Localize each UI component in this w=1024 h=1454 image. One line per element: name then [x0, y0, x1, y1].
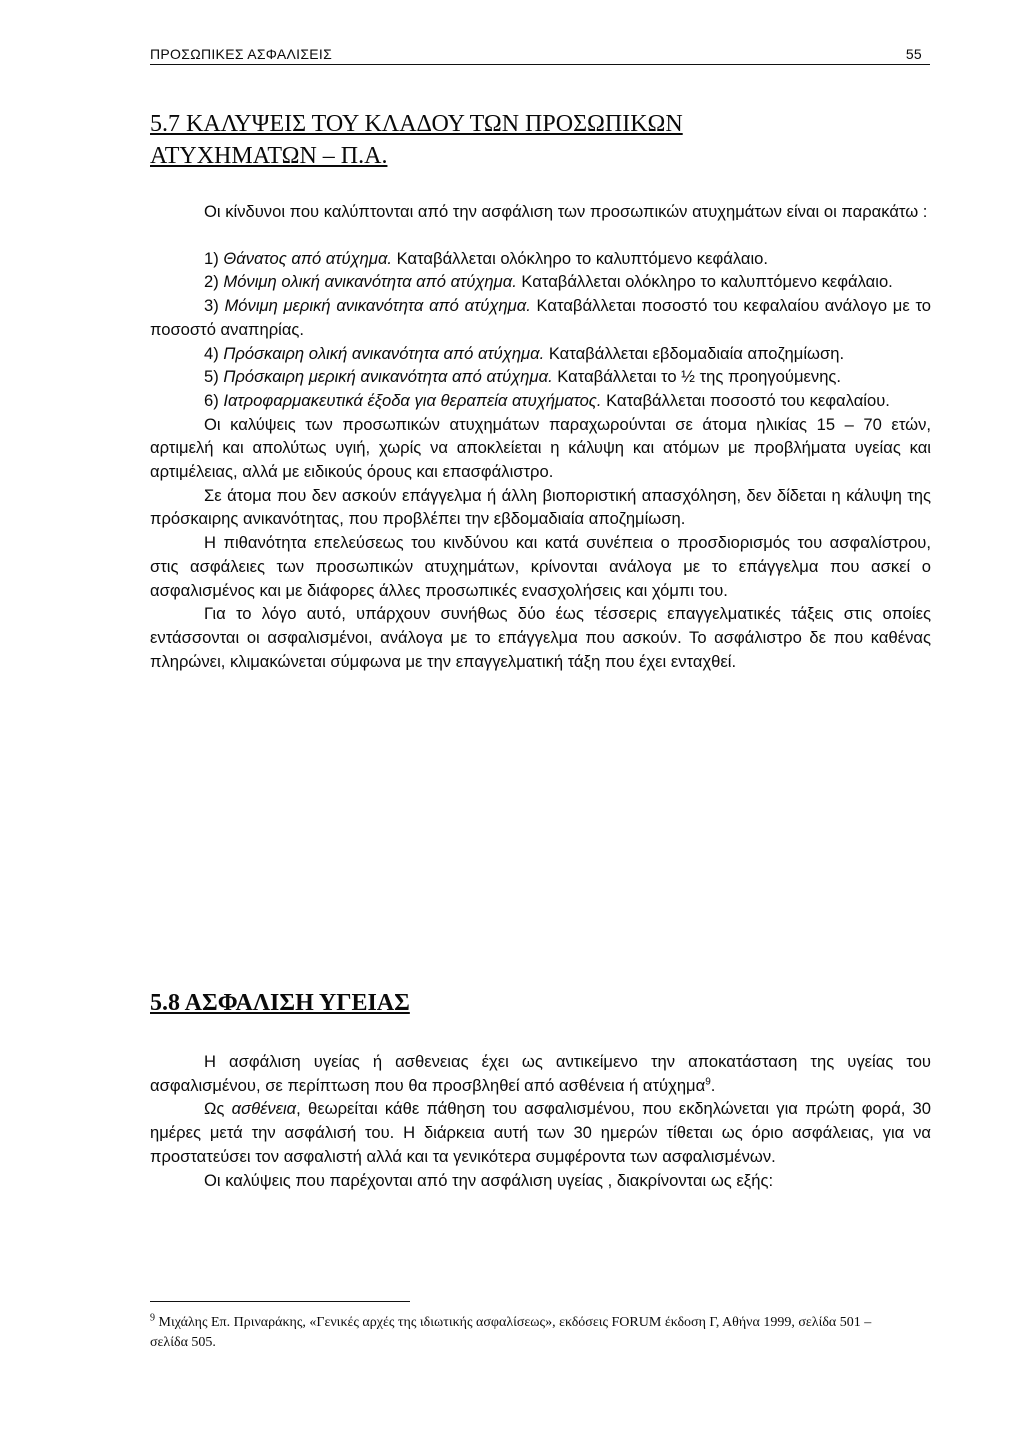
running-header: [150, 46, 930, 65]
running-header-title: ΠΡΟΣΩΠΙΚΕΣ ΑΣΦΑΛΙΣΕΙΣ: [150, 46, 333, 62]
paragraph: Η πιθανότητα επελεύσεως του κινδύνου και κατά συνέπεια ο προσδιορισμός του ασφαλίστρου, στις ασφάλειες των προσωπικών ατυχημάτων, κρίνονται ανάλογα με το επάγγελμα που ασκεί ο ασφαλισμένος και με διάφορες άλλες προσωπικές ενασχολήσεις και χόμπι του.: [150, 533, 931, 600]
footnote-text: Μιχάλης Επ. Πριναράκης, «Γενικές αρχές της ιδιωτικής ασφαλίσεως», εκδόσεις FORUM έκδοση Γ, Αθήνα 1999, σελίδα 501 – σελίδα 505.: [150, 1315, 872, 1350]
section-heading-5-7: [150, 108, 940, 172]
paragraph: Οι καλύψεις των προσωπικών ατυχημάτων παραχωρούνται σε άτομα ηλικίας 15 – 70 ετών, αρτιμελή και απολύτως υγιή, χωρίς να αποκλείεται η κάλυψη και ατόμων με προβλήματα υγείας και αρτιμέλειας, αλλά με ειδικούς όρους και επασφάλιστρο.: [150, 414, 931, 482]
section-5-8-body: [150, 1050, 931, 1192]
paragraph: Σε άτομα που δεν ασκούν επάγγελμα ή άλλη βιοποριστική απασχόληση, δεν δίδεται η κάλυψη της πρόσκαιρης ανικανότητας, που προβλέπει την εβδομαδιαία αποζημίωση.: [150, 485, 931, 529]
footnote-mark: 9: [150, 1312, 155, 1324]
paragraph: Η ασφάλιση υγείας ή ασθενειας έχει ως αντικείμενο την αποκατάσταση της υγείας του ασφαλισμένου, σε περίπτωση που θα προσβληθεί από ασθένεια ή ατύχημα$^9$.: [150, 1052, 931, 1095]
footnote-divider: [150, 1301, 410, 1302]
section-heading-5-8: 5.8 ΑΣΦΑΛΙΣΗ ΥΓΕΙΑΣ: [150, 990, 410, 1016]
paragraph: Ως ασθένεια, θεωρείται κάθε πάθηση του ασφαλισμένου, που εκδηλώνεται για πρώτη φορά, 30 ημέρες μετά την ασφάλισή του. Η διάρκεια αυτή των 30 ημερών τίθεται ως όριο ασφάλειας, για να προστατεύσει τον ασφαλιστή αλλά και τα γενικότερα συμφέροντα των ασφαλισμένων.: [150, 1099, 932, 1166]
page-number: 55: [905, 46, 922, 62]
footnote: [150, 1313, 910, 1353]
section-5-7-body: [150, 200, 931, 673]
list-item: 1) Θάνατος από ατύχημα. Καταβάλλεται ολόκληρο το καλυπτόμενο κεφάλαιο.: [204, 248, 769, 268]
paragraph: Οι καλύψεις που παρέχονται από την ασφάλιση υγείας , διακρίνονται ως εξής:: [204, 1170, 774, 1190]
footnote-ref: 9: [705, 1076, 711, 1088]
list-item: 4) Πρόσκαιρη ολική ανικανότητα από ατύχημα. Καταβάλλεται εβδομαδιαία αποζημίωση.: [204, 343, 845, 363]
section-heading-line-2: ΑΤΥΧΗΜΑΤΩΝ – Π.Α.: [150, 143, 388, 169]
list-item: 2) Μόνιμη ολική ανικανότητα από ατύχημα. Καταβάλλεται ολόκληρο το καλυπτόμενο κεφάλαιο.: [204, 272, 893, 292]
section-heading-line-1: 5.7 ΚΑΛΥΨΕΙΣ ΤΟΥ ΚΛΑΔΟΥ ΤΩΝ ΠΡΟΣΩΠΙΚΩΝ: [150, 111, 683, 137]
list-item: 3) Μόνιμη μερική ανικανότητα από ατύχημα. Καταβάλλεται ποσοστό του κεφαλαίου ανάλογο με το ποσοστό αναπηρίας.: [150, 296, 931, 339]
list-item: 5) Πρόσκαιρη μερική ανικανότητα από ατύχημα. Καταβάλλεται το ½ της προηγούμενης.: [204, 367, 842, 387]
list-item: 6) Ιατροφαρμακευτικά έξοδα για θεραπεία ατυχήματος. Καταβάλλεται ποσοστό του κεφαλαίου.: [204, 390, 890, 410]
paragraph: Για το λόγο αυτό, υπάρχουν συνήθως δύο έως τέσσερις επαγγελματικές τάξεις στις οποίες εντάσσονται οι ασφαλισμένοι, ανάλογα με το επάγγελμα που ασκούν. Το ασφάλιστρο δε που καθένας πληρώνει, κλιμακώνεται σύμφωνα με την επαγγελματική τάξη που έχει ενταχθεί.: [150, 604, 931, 671]
intro-paragraph: Οι κίνδυνοι που καλύπτονται από την ασφάλιση των προσωπικών ατυχημάτων είναι οι παρακάτω :: [204, 202, 928, 221]
